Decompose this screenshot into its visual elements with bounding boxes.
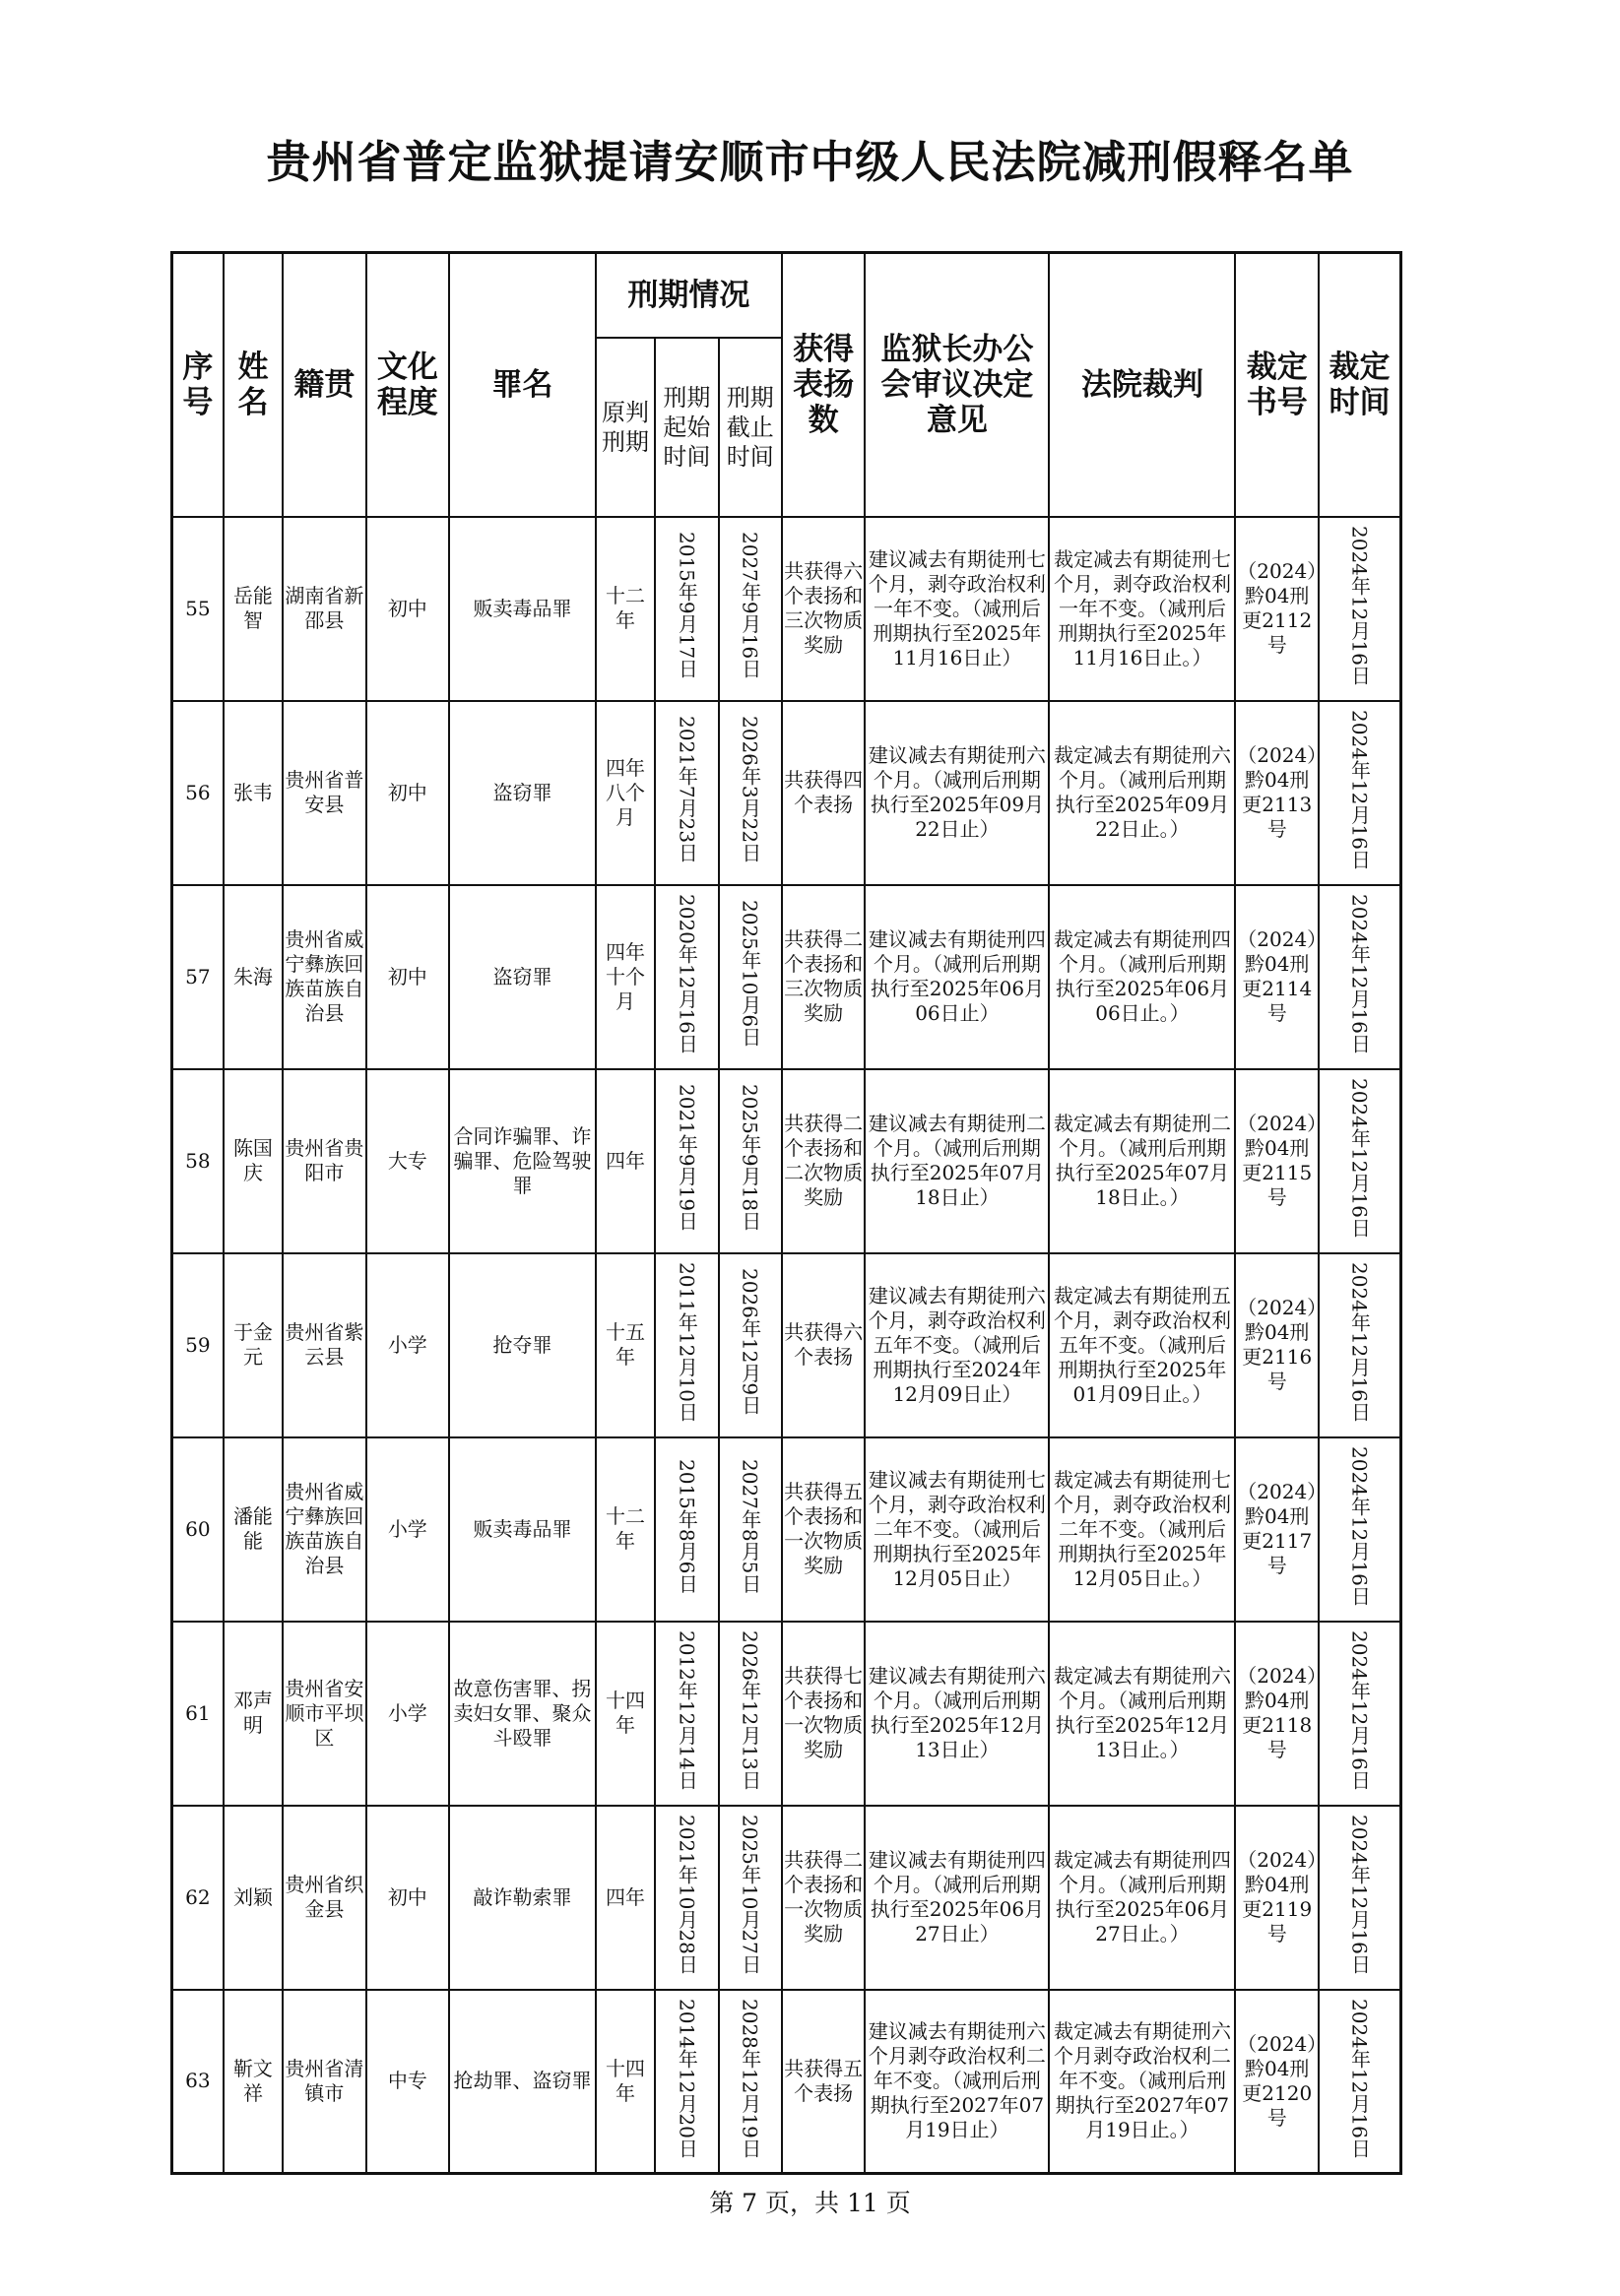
cell-ruling-date	[1319, 1253, 1401, 1437]
cell-name: 朱海	[224, 885, 283, 1069]
cell-ruling-no: （2024）黔04刑更2114号	[1235, 885, 1318, 1069]
cell-name: 刘颖	[224, 1806, 283, 1990]
cell-name: 陈国庆	[224, 1069, 283, 1253]
cell-commend: 共获得五个表扬	[782, 1990, 865, 2174]
cell-origin: 贵州省紫云县	[283, 1253, 365, 1437]
cell-verdict: 裁定减去有期徒刑六个月剥夺政治权利二年不变。（减刑后刑期执行至2027年07月19日止。）	[1049, 1990, 1235, 2174]
cell-verdict: 裁定减去有期徒刑六个月。（减刑后刑期执行至2025年12月13日止。）	[1049, 1622, 1235, 1806]
cell-origin: 贵州省清镇市	[283, 1990, 365, 2174]
cell-term-end	[719, 885, 782, 1069]
cell-original-term: 四年	[596, 1806, 655, 1990]
cell-name: 潘能能	[224, 1437, 283, 1622]
header-origin: 籍贯	[283, 253, 365, 517]
cell-term-end-text: 2026年3月22日	[738, 716, 762, 863]
table-row	[172, 1253, 1401, 1437]
header-name: 姓名	[224, 253, 283, 517]
header-ruling-date: 裁定时间	[1319, 253, 1401, 517]
cell-opinion: 建议减去有期徒刑七个月，剥夺政治权利一年不变。（减刑后刑期执行至2025年11月16日止）	[865, 517, 1049, 701]
cell-term-end	[719, 1990, 782, 2174]
cell-term-start	[655, 517, 718, 701]
cell-original-term: 四年八个月	[596, 701, 655, 885]
cell-original-term: 十五年	[596, 1253, 655, 1437]
cell-commend: 共获得七个表扬和一次物质奖励	[782, 1622, 865, 1806]
cell-education: 小学	[366, 1437, 449, 1622]
cell-ruling-date-text: 2024年12月16日	[1347, 894, 1372, 1053]
cell-ruling-date	[1319, 1069, 1401, 1253]
cell-origin: 贵州省威宁彝族回族苗族自治县	[283, 885, 365, 1069]
cell-origin: 贵州省普安县	[283, 701, 365, 885]
cell-ruling-date	[1319, 1806, 1401, 1990]
cell-ruling-date	[1319, 1990, 1401, 2174]
cell-original-term: 十四年	[596, 1622, 655, 1806]
cell-ruling-no: （2024）黔04刑更2118号	[1235, 1622, 1318, 1806]
cell-term-end	[719, 1437, 782, 1622]
cell-seq: 57	[172, 885, 224, 1069]
cell-education: 初中	[366, 885, 449, 1069]
cell-ruling-date	[1319, 1437, 1401, 1622]
cell-education: 初中	[366, 1806, 449, 1990]
cell-crime: 抢劫罪、盗窃罪	[449, 1990, 596, 2174]
cell-ruling-date-text: 2024年12月16日	[1347, 1262, 1372, 1422]
cell-term-end	[719, 1806, 782, 1990]
header-sentence-group: 刑期情况	[596, 253, 782, 338]
cell-commend: 共获得二个表扬和一次物质奖励	[782, 1806, 865, 1990]
cell-crime: 抢夺罪	[449, 1253, 596, 1437]
cell-term-end	[719, 1622, 782, 1806]
page-footer: 第 7 页，共 11 页	[709, 2189, 911, 2217]
cell-term-start	[655, 1069, 718, 1253]
cell-ruling-date-text: 2024年12月16日	[1347, 1446, 1372, 1606]
header-opinion: 监狱长办公会审议决定意见	[865, 253, 1049, 517]
header-seq: 序号	[172, 253, 224, 517]
cell-ruling-no: （2024）黔04刑更2117号	[1235, 1437, 1318, 1622]
cell-seq: 55	[172, 517, 224, 701]
cell-ruling-date-text: 2024年12月16日	[1347, 1998, 1372, 2158]
cell-term-end	[719, 1069, 782, 1253]
cell-seq: 61	[172, 1622, 224, 1806]
cell-opinion: 建议减去有期徒刑六个月剥夺政治权利二年不变。（减刑后刑期执行至2027年07月19日止）	[865, 1990, 1049, 2174]
table-row	[172, 1806, 1401, 1990]
cell-name: 岳能智	[224, 517, 283, 701]
cell-original-term: 十二年	[596, 517, 655, 701]
cell-ruling-no: （2024）黔04刑更2116号	[1235, 1253, 1318, 1437]
cell-ruling-no: （2024）黔04刑更2120号	[1235, 1990, 1318, 2174]
cell-verdict: 裁定减去有期徒刑七个月，剥夺政治权利一年不变。（减刑后刑期执行至2025年11月16日止。）	[1049, 517, 1235, 701]
cell-term-start-text: 2011年12月10日	[675, 1262, 699, 1422]
cell-commend: 共获得二个表扬和三次物质奖励	[782, 885, 865, 1069]
cell-term-start-text: 2015年9月17日	[675, 532, 699, 679]
cell-name: 张韦	[224, 701, 283, 885]
cell-seq: 59	[172, 1253, 224, 1437]
cell-verdict: 裁定减去有期徒刑四个月。（减刑后刑期执行至2025年06月27日止。）	[1049, 1806, 1235, 1990]
cell-term-start	[655, 1990, 718, 2174]
cell-crime: 贩卖毒品罪	[449, 1437, 596, 1622]
cell-term-start	[655, 1437, 718, 1622]
cell-crime: 合同诈骗罪、诈骗罪、危险驾驶罪	[449, 1069, 596, 1253]
table-row	[172, 1437, 1401, 1622]
cell-term-start-text: 2014年12月20日	[675, 1998, 699, 2158]
cell-term-start-text: 2021年10月28日	[675, 1815, 699, 1974]
cell-ruling-date	[1319, 885, 1401, 1069]
cell-education: 中专	[366, 1990, 449, 2174]
header-term-end: 刑期截止时间	[719, 338, 782, 517]
cell-term-start	[655, 1622, 718, 1806]
cell-verdict: 裁定减去有期徒刑四个月。（减刑后刑期执行至2025年06月06日止。）	[1049, 885, 1235, 1069]
cell-ruling-no: （2024）黔04刑更2115号	[1235, 1069, 1318, 1253]
cell-term-end-text: 2026年12月9日	[738, 1268, 762, 1416]
cell-term-start-text: 2021年7月23日	[675, 716, 699, 863]
cell-commend: 共获得六个表扬	[782, 1253, 865, 1437]
cell-term-end-text: 2027年9月16日	[738, 532, 762, 679]
header-commend: 获得表扬数	[782, 253, 865, 517]
header-original-term: 原判刑期	[596, 338, 655, 517]
cell-verdict: 裁定减去有期徒刑六个月。（减刑后刑期执行至2025年09月22日止。）	[1049, 701, 1235, 885]
cell-original-term: 十四年	[596, 1990, 655, 2174]
header-ruling-no: 裁定书号	[1235, 253, 1318, 517]
page-title: 贵州省普定监狱提请安顺市中级人民法院减刑假释名单	[266, 136, 1354, 188]
commutation-parole-table	[170, 251, 1402, 2175]
header-crime: 罪名	[449, 253, 596, 517]
cell-origin: 贵州省贵阳市	[283, 1069, 365, 1253]
table-row	[172, 1990, 1401, 2174]
cell-opinion: 建议减去有期徒刑六个月。（减刑后刑期执行至2025年09月22日止）	[865, 701, 1049, 885]
cell-original-term: 四年	[596, 1069, 655, 1253]
header-verdict: 法院裁判	[1049, 253, 1235, 517]
cell-term-start-text: 2012年12月14日	[675, 1630, 699, 1790]
cell-crime: 盗窃罪	[449, 885, 596, 1069]
table-row	[172, 1622, 1401, 1806]
cell-seq: 62	[172, 1806, 224, 1990]
table-row	[172, 885, 1401, 1069]
cell-seq: 60	[172, 1437, 224, 1622]
cell-term-end-text: 2025年9月18日	[738, 1084, 762, 1232]
cell-seq: 58	[172, 1069, 224, 1253]
cell-commend: 共获得五个表扬和一次物质奖励	[782, 1437, 865, 1622]
cell-term-end	[719, 701, 782, 885]
cell-education: 小学	[366, 1622, 449, 1806]
cell-opinion: 建议减去有期徒刑四个月。（减刑后刑期执行至2025年06月06日止）	[865, 885, 1049, 1069]
cell-term-end-text: 2025年10月6日	[738, 900, 762, 1048]
cell-term-start	[655, 1806, 718, 1990]
cell-commend: 共获得二个表扬和二次物质奖励	[782, 1069, 865, 1253]
cell-ruling-date	[1319, 1622, 1401, 1806]
cell-crime: 故意伤害罪、拐卖妇女罪、聚众斗殴罪	[449, 1622, 596, 1806]
cell-ruling-no: （2024）黔04刑更2113号	[1235, 701, 1318, 885]
cell-term-end-text: 2027年8月5日	[738, 1458, 762, 1594]
cell-ruling-date-text: 2024年12月16日	[1347, 710, 1372, 869]
cell-term-end-text: 2026年12月13日	[738, 1630, 762, 1790]
cell-origin: 湖南省新邵县	[283, 517, 365, 701]
cell-verdict: 裁定减去有期徒刑七个月，剥夺政治权利二年不变。（减刑后刑期执行至2025年12月05日止。）	[1049, 1437, 1235, 1622]
cell-commend: 共获得六个表扬和三次物质奖励	[782, 517, 865, 701]
cell-origin: 贵州省织金县	[283, 1806, 365, 1990]
cell-ruling-date-text: 2024年12月16日	[1347, 1630, 1372, 1790]
cell-education: 初中	[366, 701, 449, 885]
cell-term-end	[719, 517, 782, 701]
cell-education: 初中	[366, 517, 449, 701]
cell-verdict: 裁定减去有期徒刑二个月。（减刑后刑期执行至2025年07月18日止。）	[1049, 1069, 1235, 1253]
cell-crime: 敲诈勒索罪	[449, 1806, 596, 1990]
table-row	[172, 517, 1401, 701]
cell-term-start-text: 2020年12月16日	[675, 894, 699, 1053]
cell-name: 邓声明	[224, 1622, 283, 1806]
cell-education: 大专	[366, 1069, 449, 1253]
cell-name: 于金元	[224, 1253, 283, 1437]
cell-term-start	[655, 885, 718, 1069]
cell-ruling-no: （2024）黔04刑更2112号	[1235, 517, 1318, 701]
cell-term-end-text: 2028年12月19日	[738, 1998, 762, 2158]
cell-term-start	[655, 1253, 718, 1437]
cell-verdict: 裁定减去有期徒刑五个月，剥夺政治权利五年不变。（减刑后刑期执行至2025年01月09日止。）	[1049, 1253, 1235, 1437]
cell-ruling-date-text: 2024年12月16日	[1347, 1815, 1372, 1974]
cell-crime: 贩卖毒品罪	[449, 517, 596, 701]
cell-opinion: 建议减去有期徒刑六个月。（减刑后刑期执行至2025年12月13日止）	[865, 1622, 1049, 1806]
cell-ruling-date	[1319, 701, 1401, 885]
cell-ruling-no: （2024）黔04刑更2119号	[1235, 1806, 1318, 1990]
cell-seq: 56	[172, 701, 224, 885]
cell-original-term: 四年十个月	[596, 885, 655, 1069]
table-row	[172, 701, 1401, 885]
cell-opinion: 建议减去有期徒刑六个月，剥夺政治权利五年不变。（减刑后刑期执行至2024年12月09日止）	[865, 1253, 1049, 1437]
table-row	[172, 1069, 1401, 1253]
cell-name: 靳文祥	[224, 1990, 283, 2174]
cell-commend: 共获得四个表扬	[782, 701, 865, 885]
cell-ruling-date	[1319, 517, 1401, 701]
cell-origin: 贵州省安顺市平坝区	[283, 1622, 365, 1806]
cell-term-start-text: 2021年9月19日	[675, 1084, 699, 1232]
cell-term-end-text: 2025年10月27日	[738, 1815, 762, 1974]
cell-original-term: 十二年	[596, 1437, 655, 1622]
cell-crime: 盗窃罪	[449, 701, 596, 885]
cell-opinion: 建议减去有期徒刑二个月。（减刑后刑期执行至2025年07月18日止）	[865, 1069, 1049, 1253]
cell-opinion: 建议减去有期徒刑四个月。（减刑后刑期执行至2025年06月27日止）	[865, 1806, 1049, 1990]
header-education: 文化程度	[366, 253, 449, 517]
cell-ruling-date-text: 2024年12月16日	[1347, 1078, 1372, 1238]
cell-origin: 贵州省威宁彝族回族苗族自治县	[283, 1437, 365, 1622]
cell-term-start	[655, 701, 718, 885]
cell-opinion: 建议减去有期徒刑七个月，剥夺政治权利二年不变。（减刑后刑期执行至2025年12月05日止）	[865, 1437, 1049, 1622]
cell-ruling-date-text: 2024年12月16日	[1347, 526, 1372, 685]
cell-term-end	[719, 1253, 782, 1437]
cell-seq: 63	[172, 1990, 224, 2174]
header-term-start: 刑期起始时间	[655, 338, 718, 517]
cell-term-start-text: 2015年8月6日	[675, 1458, 699, 1594]
cell-education: 小学	[366, 1253, 449, 1437]
